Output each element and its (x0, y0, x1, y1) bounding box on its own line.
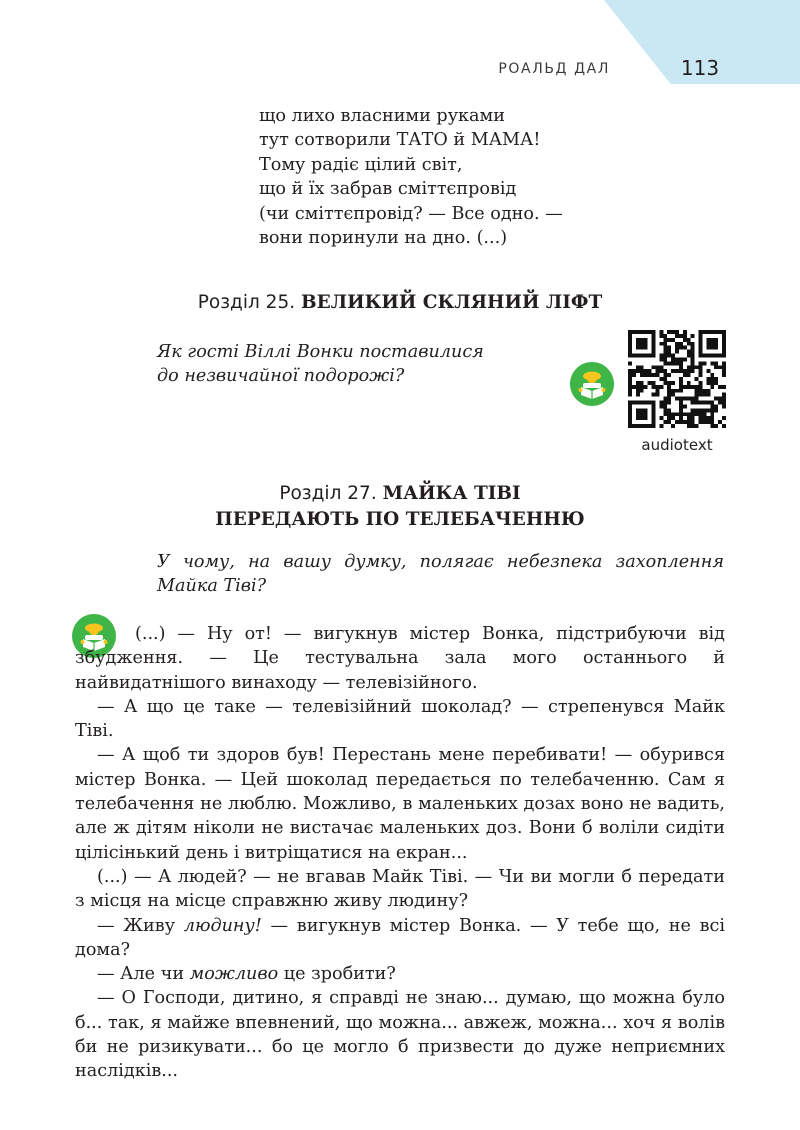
page-number: 113 (680, 56, 720, 80)
question-line: Як гості Віллі Вонки поставилися (157, 342, 484, 362)
paragraph: — А що це таке — телевізійний шоколад? — стрепенувся Майк Тіві. (75, 696, 725, 742)
text-run: — Але чи (97, 964, 190, 985)
qr-code[interactable] (628, 330, 726, 428)
poem-line: Тому радіє цілий світ, (259, 154, 463, 175)
poem-line: (чи сміттєпровід? — Все одно. — (259, 203, 563, 224)
text-run: це зробити? (278, 964, 396, 985)
emphasis: людину! (183, 915, 262, 936)
story-text (75, 622, 725, 1084)
poem-line: вони поринули на дно. (...) (259, 227, 508, 248)
poem-fragment (259, 104, 679, 250)
paragraph: — О Господи, дитино, я справді не знаю... думаю, що можна було б... так, я майже впевнений, що можна... авжеж, можна... хоч я волів би не ризикувати... бо це могло б призвести до дуже неприємних наслідків... (75, 988, 725, 1082)
chapter-title-line-1: МАЙКА ТІВІ (382, 483, 521, 504)
chapter-title: ВЕЛИКИЙ СКЛЯНИЙ ЛІФТ (301, 292, 603, 313)
reading-person-icon (570, 362, 614, 406)
paragraph: (...) — А людей? — не вгавав Майк Тіві. — Чи ви могли б передати з місця на місце справжню живу людину? (75, 866, 725, 912)
paragraph (75, 962, 725, 986)
text-run: — Живу (97, 915, 184, 936)
text-run: — вигукнув містер Вонка. — У тебе що, не всі дома? (75, 915, 725, 960)
paragraph (75, 914, 725, 963)
chapter-number: Розділ 25. (197, 292, 296, 313)
chapter-number: Розділ 27. (279, 483, 377, 504)
poem-line: що лихо власними руками (259, 106, 505, 126)
chapter-25-question (157, 340, 557, 388)
chapter-title-line-2: ПЕРЕДАЮТЬ ПО ТЕЛЕБАЧЕННЮ (215, 509, 585, 530)
poem-line: що й їх забрав сміттєпровід (259, 179, 517, 200)
poem-line: тут сотворили ТАТО й МАМА! (259, 130, 541, 151)
paragraph: (...) — Ну от! — вигукнув містер Вонка, підстрибуючи від збудження. — Це тестувальна зала мого останнього й найвидатнішого винаходу — телевізійного. (75, 624, 725, 693)
chapter-25-heading (0, 290, 800, 316)
chapter-27-heading (0, 481, 800, 533)
paragraph: — А щоб ти здоров був! Перестань мене перебивати! — обурився містер Вонка. — Цей шоколад передається по телебаченню. Сам я телебачення не люблю. Можливо, в маленьких дозах воно не вадить, але ж дітям ніколи не вистачає маленьких доз. Вони б воліли сидіти цілісінький день і витріщатися на екран... (75, 745, 725, 863)
qr-label: audiotext (641, 436, 713, 454)
chapter-27-question: У чому, на вашу думку, полягає небезпека захоплення Майка Тіві? (157, 552, 724, 596)
running-title: РОАЛЬД ДАЛ (498, 61, 610, 77)
question-line: до незвичайної подорожі? (157, 366, 405, 386)
emphasis: можливо (189, 964, 279, 985)
